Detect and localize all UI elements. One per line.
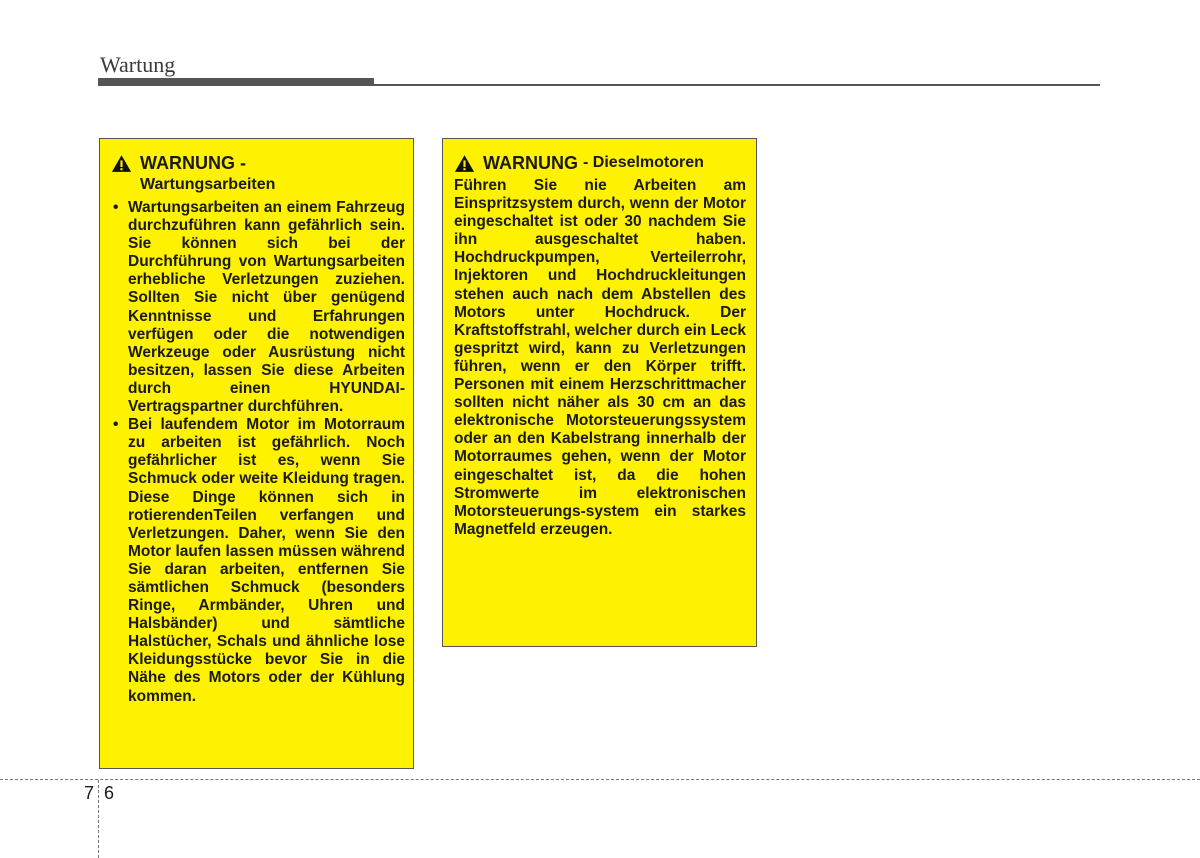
- warning-triangle-icon: [454, 154, 475, 173]
- warning-title: WARNUNG: [140, 153, 235, 173]
- warning-list: [111, 199, 405, 706]
- chapter-number: 7: [84, 783, 95, 803]
- list-item: • Bei laufendem Motor im Motorraum zu arbeiten ist gefährlich. Noch gefährlicher ist es, wenn Sie Schmuck oder weite Kleidung tragen. Diese Dinge können sich in rotierendenTeilen verfangen und Verletzungen. Daher, wenn Sie den Motor laufen lassen müssen während Sie daran arbeiten, entfernen Sie sämtlichen Schmuck (besonders Ringe, Armbänder, Uhren und Halsbänder) und sämtliche Halstücher, Schals und ähnliche lose Kleidungsstücke bevor Sie in die Nähe des Motors oder der Kühlung kommen.: [111, 416, 405, 706]
- page-number: 6: [104, 783, 115, 803]
- warning-body: Führen Sie nie Arbeiten am Einspritzsystem durch, wenn der Motor eingeschaltet ist oder 30 nachdem Sie ihn ausgeschaltet haben. Hochdruckpumpen, Verteilerrohr, Injektoren und Hochdruckleitungen stehen auch nach dem Abstellen des Motors unter Hochdruck. Der Kraftstoffstrahl, welcher durch ein Leck gespritzt wird, kann zu Verletzungen führen, wenn er den Körper trifft. Personen mit einem Herzschrittmacher sollten nicht näher als 30 cm an das elektronische Motorsteuerungssystem oder an den Kabelstrang innerhalb der Motorraumes gehen, wenn der Motor eingeschaltet ist, da die hohen Stromwerte im elektronischen Motorsteuerungs-system ein starkes Magnetfeld erzeugen.: [454, 177, 746, 538]
- warning-subtitle: - Dieselmotoren: [583, 154, 704, 171]
- header-rule-thin: [98, 84, 1100, 86]
- warning-separator: -: [240, 153, 247, 173]
- warning-subtitle: Wartungsarbeiten: [140, 176, 276, 193]
- warning-box-diesel: [442, 138, 757, 647]
- list-item: • Wartungsarbeiten an einem Fahrzeug durchzuführen kann gefährlich sein. Sie können sich bei der Durchführung von Wartungsarbeiten erhebliche Verletzungen zuziehen. Sollten Sie nicht über genügend Kenntnisse und Erfahrungen verfügen oder die notwendigen Werkzeuge oder Ausrüstung nicht besitzen, lassen Sie diese Arbeiten durch einen HYUNDAI-Vertragspartner durchführen.: [111, 199, 405, 416]
- warning-box-maintenance: [99, 138, 414, 769]
- warning-title: WARNUNG: [483, 153, 578, 173]
- warning-triangle-icon: [111, 154, 132, 173]
- section-title: Wartung: [100, 52, 176, 77]
- footer-divider: [0, 779, 1200, 780]
- warning-heading: [454, 151, 746, 175]
- footer-vertical-divider: [98, 780, 99, 858]
- warning-heading: [111, 151, 405, 175]
